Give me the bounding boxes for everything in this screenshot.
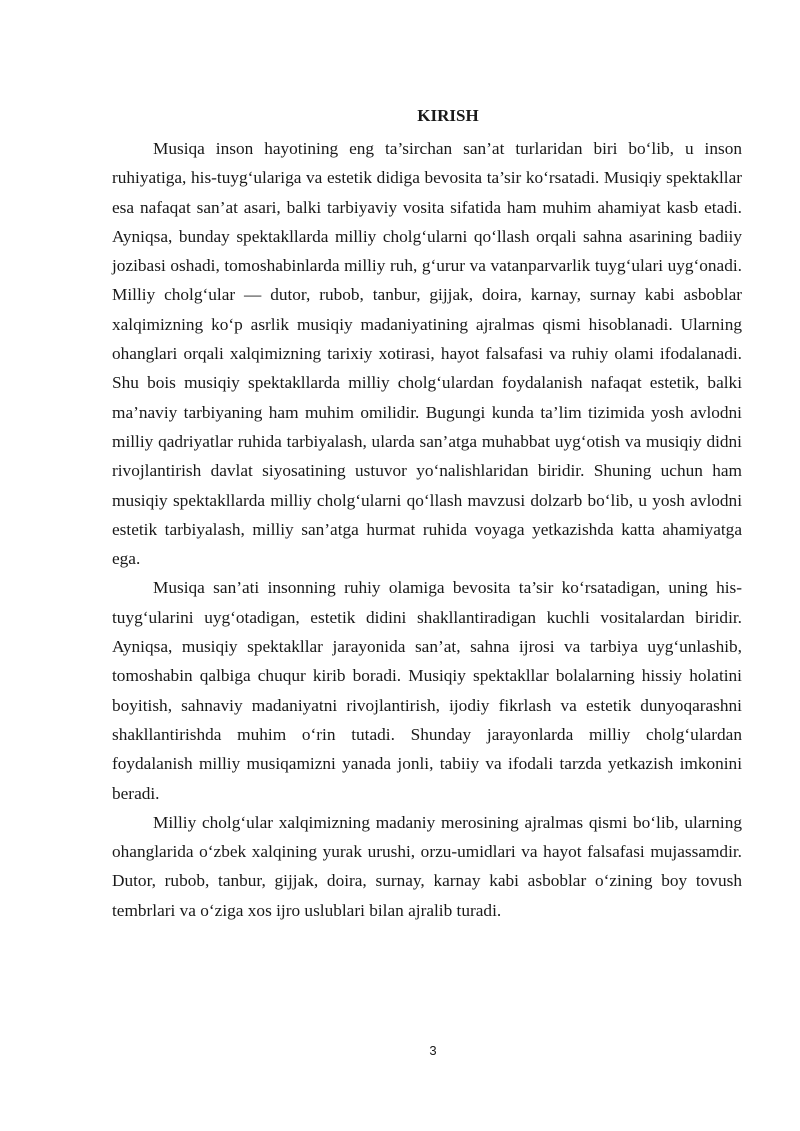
paragraph: Musiqa inson hayotining eng ta’sirchan san’at turlaridan biri bo‘lib, u inson ruhiyatiga, his-tuyg‘ulariga va estetik didiga bevosita ta’sir ko‘rsatadi. Musiqiy spektakllar esa nafaqat san’at asari, balki tarbiyaviy vosita sifatida ham muhim ahamiyat kasb etadi. Ayniqsa, bunday spektakllarda milliy cholg‘ularni qo‘llash orqali sahna asarining badiiy jozibasi oshadi, tomoshabinlarda milliy ruh, g‘urur va vatanparvarlik tuyg‘ulari uyg‘onadi. Milliy cholg‘ular — dutor, rubob, tanbur, gijjak, doira, karnay, surnay kabi asboblar xalqimizning ko‘p asrlik musiqiy madaniyatining ajralmas qismi hisoblanadi. Ularning ohanglari orqali xalqimizning tarixiy xotirasi, hayot falsafasi va ruhiy olami ifodalanadi. Shu bois musiqiy spektakllarda milliy cholg‘ulardan foydalanish nafaqat estetik, balki ma’naviy tarbiyaning ham muhim omilidir. Bugungi kunda ta’lim tizimida yosh avlodni milliy qadriyatlar ruhida tarbiyalash, ularda san’atga muhabbat uyg‘otish va musiqiy didni rivojlantirish davlat siyosatining ustuvor yo‘nalishlaridan biridir. Shuning uchun ham musiqiy spektakllarda milliy cholg‘ularni qo‘llash mavzusi dolzarb bo‘lib, u yosh avlodni estetik tarbiyalash, milliy san’atga hurmat ruhida voyaga yetkazishda katta ahamiyatga ega. (112, 139, 742, 569)
paragraph: Musiqa san’ati insonning ruhiy olamiga bevosita ta’sir ko‘rsatadigan, uning his-tuyg‘ularini uyg‘otadigan, estetik didini shakllantiradigan kuchli vositalardan biridir. Ayniqsa, musiqiy spektakllar jarayonida san’at, sahna ijrosi va tarbiya uyg‘unlashib, tomoshabin qalbiga chuqur kirib boradi. Musiqiy spektakllar bolalarning hissiy holatini boyitish, sahnaviy madaniyatni rivojlantirish, ijodiy fikrlash va estetik dunyoqarashni shakllantirishda muhim o‘rin tutadi. Shunday jarayonlarda milliy cholg‘ulardan foydalanish milliy musiqamizni yanada jonli, tabiiy va ifodali tarzda yetkazish imkonini beradi. (112, 578, 742, 803)
page-number: 3 (429, 1043, 437, 1058)
paragraph: Milliy cholg‘ular xalqimizning madaniy merosining ajralmas qismi bo‘lib, ularning ohanglarida o‘zbek xalqining yurak urushi, orzu-umidlari va hayot falsafasi mujassamdir. Dutor, rubob, tanbur, gijjak, doira, surnay, karnay kabi asboblar o‘zining boy tovush tembrlari va o‘ziga xos ijro uslublari bilan ajralib turadi. (112, 812, 742, 920)
page-title: KIRISH (417, 106, 479, 125)
document-body (112, 134, 742, 925)
